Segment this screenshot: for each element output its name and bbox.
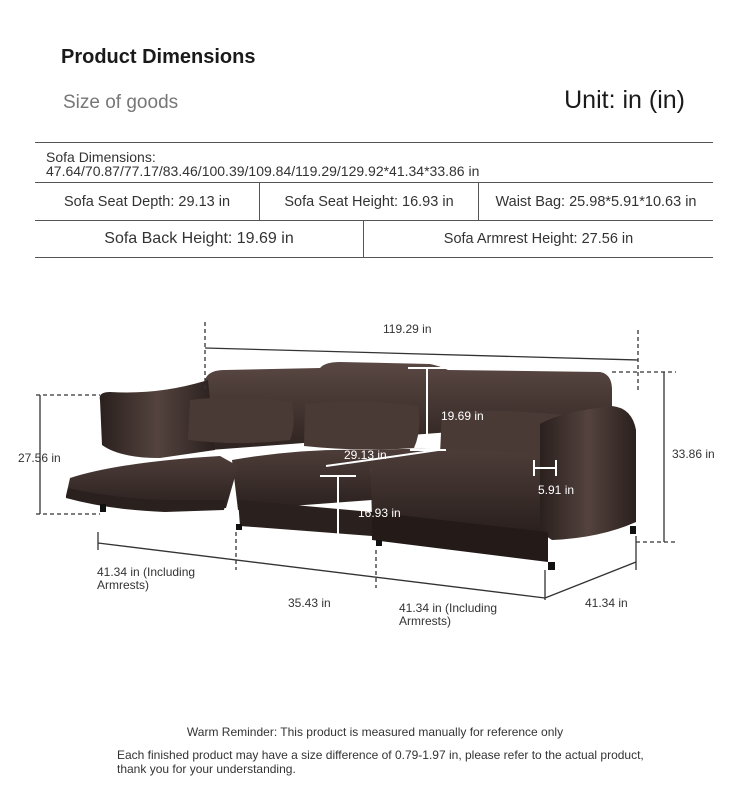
spec-row-seat xyxy=(35,182,713,220)
back-height-cell: Sofa Back Height: 19.69 in xyxy=(104,230,294,247)
right-module-label xyxy=(399,602,497,628)
sofa-dimensions-label: Sofa Dimensions: xyxy=(46,149,156,165)
armrest-height-cell: Sofa Armrest Height: 27.56 in xyxy=(363,221,713,257)
depth-label: 41.34 in xyxy=(585,596,628,610)
seat-height-label: 16.93 in xyxy=(358,506,401,520)
seat-depth-label: 29.13 in xyxy=(344,448,387,462)
back-height-label: 19.69 in xyxy=(441,409,484,423)
seat-height-cell: Sofa Seat Height: 16.93 in xyxy=(259,183,478,220)
note-line-1: Each finished product may have a size difference of 0.79-1.97 in, please refer to the actual product, xyxy=(117,748,644,762)
right-module-line2: Armrests) xyxy=(399,614,451,628)
waist-bag-cell: Waist Bag: 25.98*5.91*10.63 in xyxy=(478,183,713,220)
sofa-dimension-diagram xyxy=(0,300,750,610)
size-difference-note xyxy=(117,748,677,776)
unit-label: Unit: in (in) xyxy=(564,86,685,114)
right-module-line1: 41.34 in (Including xyxy=(399,601,498,615)
left-module-line2: Armrests) xyxy=(97,578,149,592)
page-title: Product Dimensions xyxy=(61,46,256,68)
note-line-2: thank you for your understanding. xyxy=(117,762,296,776)
armrest-height-label: 27.56 in xyxy=(18,451,61,465)
left-module-line1: 41.34 in (Including xyxy=(97,565,196,579)
waist-bag-label: 5.91 in xyxy=(538,483,575,497)
spec-table xyxy=(35,142,713,258)
page-subtitle: Size of goods xyxy=(63,92,179,113)
total-width-label: 119.29 in xyxy=(383,322,432,336)
middle-module-label: 35.43 in xyxy=(288,596,331,610)
spec-row-dimensions xyxy=(35,142,713,182)
left-module-label xyxy=(97,566,195,592)
seat-depth-cell: Sofa Seat Depth: 29.13 in xyxy=(63,193,231,210)
overall-height-label: 33.86 in xyxy=(672,447,715,461)
warm-reminder: Warm Reminder: This product is measured manually for reference only xyxy=(186,725,564,739)
spec-row-heights xyxy=(35,220,713,258)
sofa-shape xyxy=(66,362,636,570)
sofa-dimensions-value: 47.64/70.87/77.17/83.46/100.39/109.84/119.29/129.92*41.34*33.86 in xyxy=(46,163,480,179)
